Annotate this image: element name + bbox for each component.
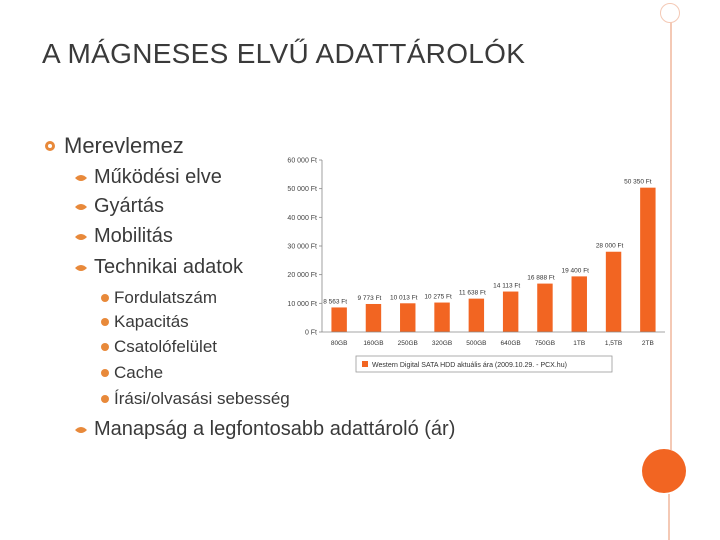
decorative-circle-orange [642, 449, 686, 493]
bullet-label: Merevlemez [64, 133, 184, 158]
sub-sub-bullet-cache [100, 363, 163, 383]
x-axis [322, 332, 665, 347]
bar [503, 292, 518, 332]
data-label: 14 113 Ft [493, 282, 521, 290]
sub-sub-bullet-kapacitas [100, 312, 189, 332]
sub-bullet-label: Manapság a legfontosabb adattároló (ár) [94, 418, 456, 440]
sub-sub-bullet-irasi-olvasasi-sebesseg [100, 389, 290, 409]
data-label: 10 013 Ft [390, 294, 418, 302]
sub-bullet-manapsag [74, 418, 455, 441]
data-label: 11 638 Ft [458, 289, 486, 297]
sub-bullet-label: Technikai adatok [94, 256, 243, 278]
bars [331, 188, 655, 332]
diamond-bullet-icon [100, 368, 110, 378]
sub-sub-bullet-label: Írási/olvasási sebesség [114, 389, 290, 408]
x-tick-label: 250GB [397, 340, 418, 347]
y-tick-label: 10 000 Ft [287, 300, 317, 308]
x-tick-label: 80GB [330, 340, 348, 347]
y-tick-label: 0 Ft [304, 329, 317, 337]
data-label: 8 563 Ft [323, 298, 348, 306]
bar [640, 188, 655, 332]
leaf-bullet-icon [74, 202, 88, 212]
bar [434, 303, 449, 332]
data-label: 50 350 Ft [624, 178, 652, 186]
diamond-bullet-icon [100, 293, 110, 303]
bar [366, 304, 381, 332]
x-tick-label: 1TB [573, 340, 586, 347]
sub-sub-bullet-fordulatszam [100, 288, 217, 308]
x-tick-label: 2TB [641, 340, 654, 347]
bullet-merevlemez [44, 133, 184, 159]
y-tick-label: 20 000 Ft [287, 272, 317, 280]
sub-bullet-mobilitas [74, 225, 173, 248]
y-tick-label: 50 000 Ft [287, 186, 317, 194]
diamond-bullet-icon [100, 342, 110, 352]
x-tick-label: 750GB [534, 340, 556, 347]
bar [400, 303, 415, 332]
y-axis [287, 158, 322, 337]
data-label: 16 888 Ft [527, 274, 555, 282]
sub-sub-bullet-label: Csatolófelület [114, 337, 218, 356]
data-label: 9 773 Ft [357, 294, 382, 302]
x-tick-label: 320GB [431, 340, 453, 347]
sub-sub-bullet-csatolofelulet [100, 337, 217, 357]
y-tick-label: 30 000 Ft [287, 243, 317, 251]
y-tick-label: 40 000 Ft [287, 214, 317, 222]
sub-bullet-technikai-adatok [74, 256, 243, 279]
sub-bullet-label: Mobilitás [94, 225, 173, 247]
diamond-bullet-icon [100, 317, 110, 327]
leaf-bullet-icon [74, 232, 88, 242]
sub-bullet-label: Gyártás [94, 195, 165, 217]
price-bar-chart [270, 150, 670, 380]
data-label: 19 400 Ft [561, 267, 589, 275]
data-label: 28 000 Ft [595, 242, 624, 250]
gear-bullet-icon [44, 140, 56, 152]
sub-sub-bullet-label: Kapacitás [114, 312, 189, 331]
data-label: 10 275 Ft [424, 293, 452, 301]
x-tick-label: 160GB [363, 340, 384, 347]
bar [606, 252, 621, 332]
leaf-bullet-icon [74, 425, 88, 435]
frame-line-right [670, 22, 672, 450]
frame-line-bottom [668, 494, 670, 540]
sub-bullet-mukodesi-elve [74, 166, 222, 189]
legend-swatch [362, 361, 368, 367]
x-tick-label: 500GB [466, 340, 487, 347]
bar [537, 284, 552, 332]
sub-bullet-gyartas [74, 195, 164, 218]
bar [469, 299, 484, 332]
leaf-bullet-icon [74, 173, 88, 183]
legend [356, 356, 612, 372]
decorative-circle-small [660, 3, 680, 23]
bar [331, 307, 346, 332]
legend-label: Western Digital SATA HDD aktuális ára (2009.10.29. - PCX.hu) [372, 362, 567, 369]
sub-sub-bullet-label: Fordulatszám [114, 288, 217, 307]
leaf-bullet-icon [74, 263, 88, 273]
x-tick-label: 640GB [500, 340, 521, 347]
diamond-bullet-icon [100, 394, 110, 404]
sub-sub-bullet-label: Cache [114, 363, 164, 382]
x-tick-label: 1,5TB [604, 340, 623, 347]
sub-bullet-label: Működési elve [94, 166, 222, 188]
slide-title: A MÁGNESES ELVŰ ADATTÁROLÓK [42, 38, 526, 69]
data-labels [323, 179, 652, 306]
y-tick-label: 60 000 Ft [287, 157, 317, 165]
bar [572, 276, 587, 332]
